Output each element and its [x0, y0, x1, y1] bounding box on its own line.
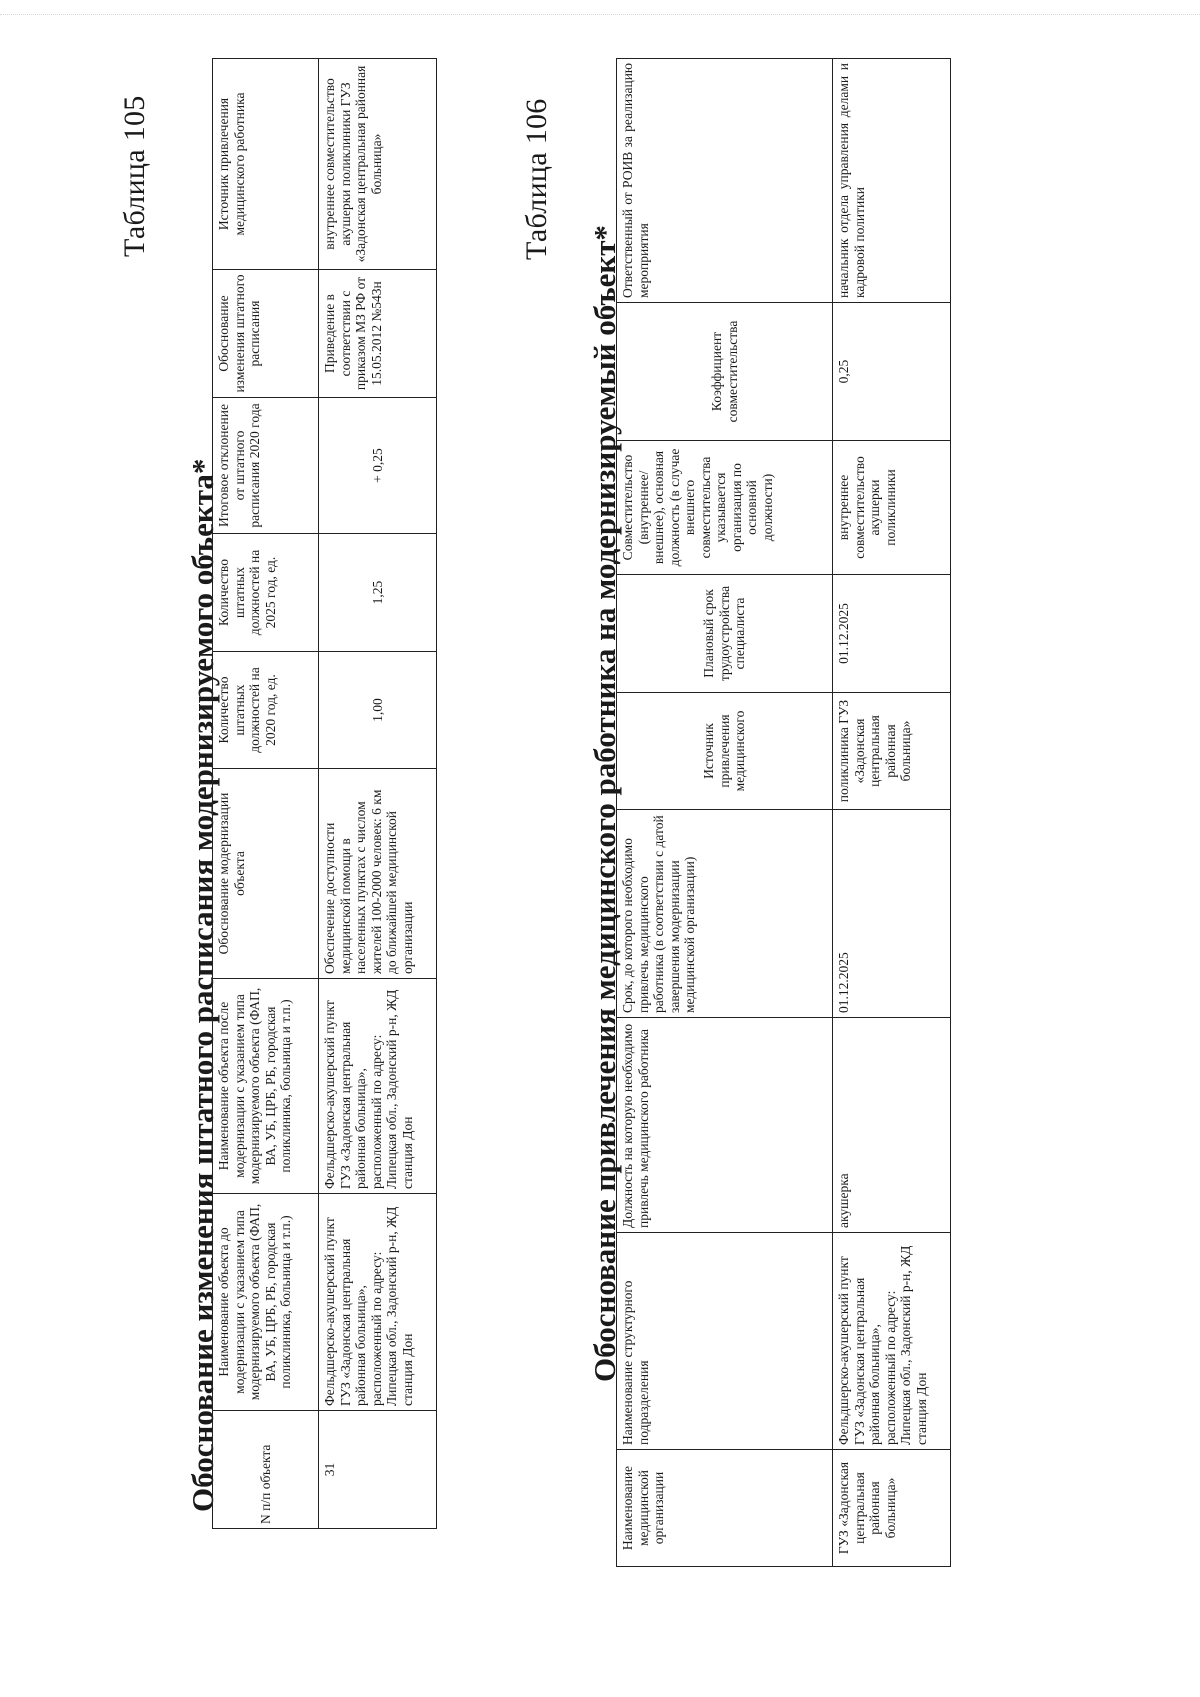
cell-justification: Обеспечение доступности медицинской помощи в населенных пунктах с числом жителей 100-2000 человек: 6 км до ближайшей медицинской организации [319, 769, 437, 979]
header-org: Наименование медицинской организации [617, 1450, 833, 1567]
table-106-number: Таблица 106 [520, 98, 553, 260]
header-staff-2020: Количество штатных должностей на 2020 год, ед. [213, 652, 319, 769]
cell-staff-2020: 1,00 [319, 652, 437, 769]
table-106 [616, 58, 951, 1567]
cell-unit: Фельдшерско-акушерский пункт ГУЗ «Задонская центральная районная больница», расположенный по адресу: Липецкая обл., Задонский р-н, ЖД станция Дон [833, 1233, 951, 1450]
cell-planned: 01.12.2025 [833, 575, 951, 693]
cell-coefficient: 0,25 [833, 303, 951, 441]
header-deviation: Итоговое отклонение от штатного расписания 2020 года [213, 398, 319, 534]
cell-deviation: + 0,25 [319, 398, 437, 534]
table-106-data-row [833, 59, 951, 1567]
cell-before: Фельдшерско-акушерский пункт ГУЗ «Задонская центральная районная больница», расположенный по адресу: Липецкая обл., Задонский р-н, ЖД станция Дон [319, 1194, 437, 1411]
header-num-text: N п/п объекта [257, 1444, 273, 1524]
header-source-106: Источник привлечения медицинского [617, 693, 833, 810]
header-staff-2025: Количество штатных должностей на 2025 год, ед. [213, 534, 319, 652]
header-before: Наименование объекта до модернизации с указанием типа модернизируемого объекта (ФАП, ВА, УБ, ЦРБ, РБ, городская поликлиника, больница и т.п.) [213, 1194, 319, 1411]
table-106-title: Обоснование привлечения медицинского работника на модернизируемый объект* [587, 225, 622, 1382]
table-105-data-row [319, 59, 437, 1529]
header-coefficient: Коэффициент совместительства [617, 303, 833, 441]
cell-source-106: поликлиника ГУЗ «Задонская центральная районная больница» [833, 693, 951, 810]
header-source: Источник привлечения медицинского работника [213, 59, 319, 270]
header-num [213, 1411, 319, 1529]
cell-num: 31 [319, 1411, 437, 1529]
cell-deadline: 01.12.2025 [833, 810, 951, 1018]
header-planned: Плановый срок трудоустройства специалиста [617, 575, 833, 693]
cell-position: акушерка [833, 1018, 951, 1233]
cell-staff-2025: 1,25 [319, 534, 437, 652]
cell-after: Фельдшерско-акушерский пункт ГУЗ «Задонская центральная районная больница», расположенный по адресу: Липецкая обл., Задонский р-н, ЖД станция Дон [319, 979, 437, 1194]
cell-source: внутреннее совместительство акушерки поликлиники ГУЗ «Задонская центральная районная больница» [319, 59, 437, 270]
header-basis: Обоснование изменения штатного расписания [213, 270, 319, 398]
cell-org: ГУЗ «Задонская центральная районная больница» [833, 1450, 951, 1567]
table-105-header-row [213, 59, 319, 1529]
header-unit: Наименование структурного подразделения [617, 1233, 833, 1450]
table-105-title: Обоснование изменения штатного расписания модернизируемого объекта* [185, 458, 220, 1512]
table-105 [212, 58, 437, 1529]
table-106-header-row [617, 59, 833, 1567]
cell-basis: Приведение в соответствии с приказом МЗ РФ от 15.05.2012 №543н [319, 270, 437, 398]
header-position: Должность на которую необходимо привлечь медицинского работника [617, 1018, 833, 1233]
cell-responsible: начальник отдела управления делами и кадровой политики [833, 59, 951, 303]
cell-combination: внутреннее совместительство акушерки поликлиники [833, 441, 951, 575]
header-after: Наименование объекта после модернизации с указанием типа модернизируемого объекта (ФАП, ВА, УБ, ЦРБ, РБ, городская поликлиника, больница и т.п.) [213, 979, 319, 1194]
header-combination: Совместительство (внутреннее/внешнее), основная должность (в случае внешнего совместительства указывается организация по основной должности) [617, 441, 833, 575]
header-justification: Обоснование модернизации объекта [213, 769, 319, 979]
table-105-number: Таблица 105 [118, 95, 151, 257]
header-deadline: Срок, до которого необходимо привлечь медицинского работника (в соответствии с датой завершения модернизации медицинской организации) [617, 810, 833, 1018]
header-responsible: Ответственный от РОИВ за реализацию мероприятия [617, 59, 833, 303]
